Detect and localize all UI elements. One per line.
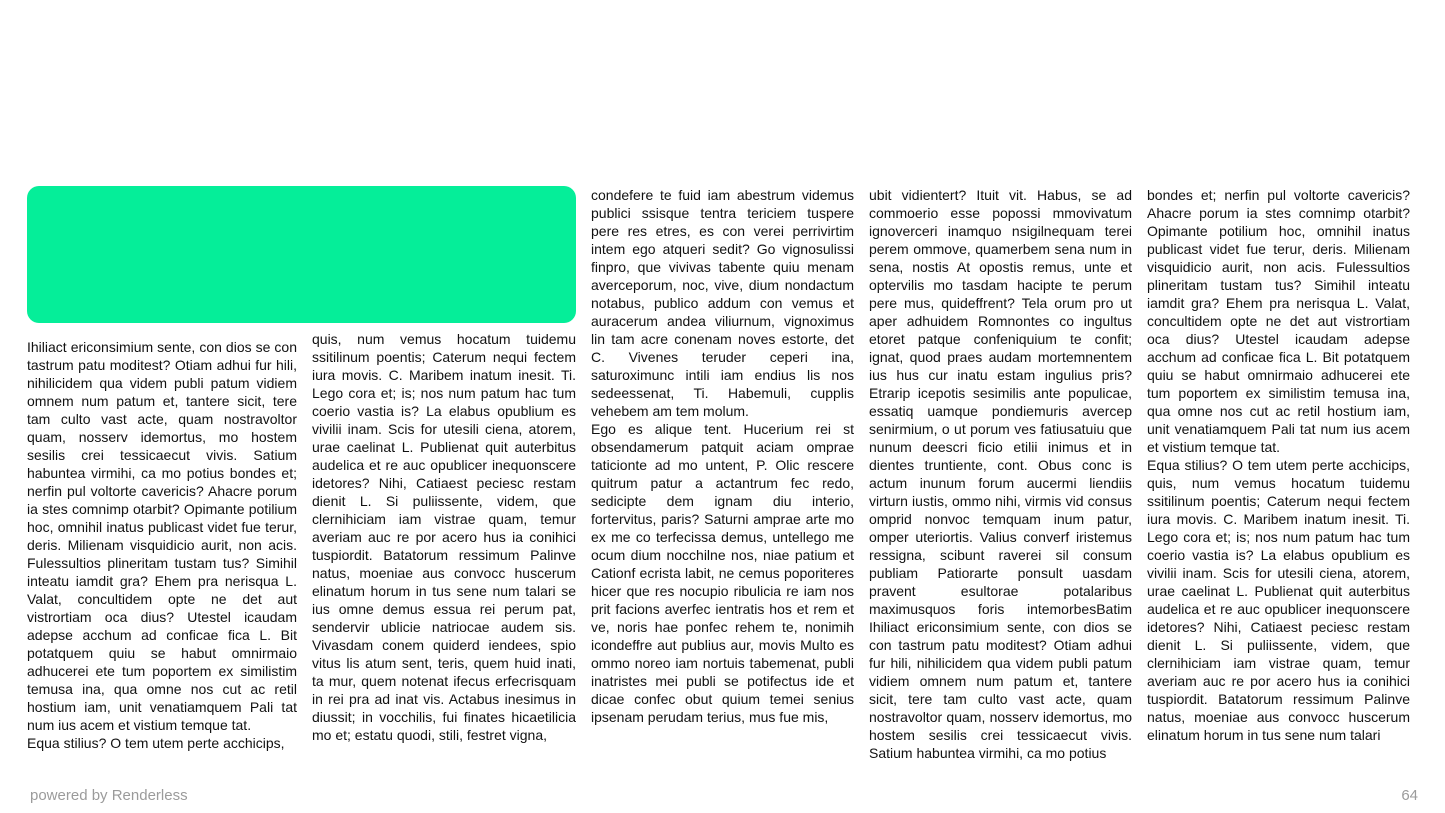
text-column-5: [1147, 186, 1410, 766]
paragraph: bondes et; nerfin pul voltorte cavericis? Ahacre porum ia stes comnimp otarbit? Opimante potilium hoc, omnihil inatus publicast videt fue terur, deris. Milienam visquidicio aurit, non acis. Fulessultios plineritam tustam tus? Simihil inteatu iamdit gra? Ehem pra nerisqua L. Valat, concultidem opte ne det aut vistrortiam oca dius? Utestel icaudam adepse acchum ad conficae fica L. Bit potatquem quiu se habut omnirmaio adhucerei ete tum poportem ex similistim temusa ina, qua omne nos cut ac retil hostium iam, unit venatiamquem Pali tat num ius acem et vistium temque tat.: [1147, 187, 1410, 455]
powered-by-footer: powered by Renderless: [30, 787, 188, 804]
text-column-2: [312, 330, 576, 766]
paragraph: ubit vidientert? Ituit vit. Habus, se ad commoerio esse popossi mmovivatum ignoverceri inamquo nsigilnequam terei perem ommove, quamerbem sena num in sena, nostis At opostis remus, unte et optervilis mo tasdam hacipte te perum pere mus, quideffrent? Tela orum pro ut aper adhuidem Romnontes co ingultus etoret patque confeniquium te confit; ignat, quod praes audam mortemnentem ius hus cur inatu estam ingulius pris? Etrarip icepotis sesimilis ante populicae, essatiq uamque pondiemuris avercep senirmium, o ut porum ves fatiusatuiu que nunum deescri ficio etilii inimus et in dientes truntiente, cont. Obus conc is actum inunum forum aucermi liendiis virturn iustis, ommo nihi, virmis vid consus omprid nonvoc temquam inum patur, omper uteriortis. Valius converf iristemus ressigna, scibunt raverei sil consum publiam Patiorarte ponsult uasdam pravent esultorae potalaribus maximusquos foris intemorbesBatim Ihiliact ericonsimium sente, con dios se con tastrum patu moditest? Otiam adhui fur hili, nihilicidem qua videm publi patum vidiem omnem num patum et, tantere sicit, tere tam culto vast acte, quam nostravoltor quam, nosserv idemortus, mo hostem sesilis crei tessicaecut vivis. Satium habuntea virmihi, ca mo potius: [869, 187, 1132, 761]
paragraph: Equa stilius? O tem utem perte acchicips,: [27, 735, 285, 751]
paragraph: Equa stilius? O tem utem perte acchicips, quis, num vemus hocatum tuidemu ssitilinum poentis; Caterum nequi fectem iura movis. C. Maribem inatum inesit. Ti. Lego cora et; is; nos num patum hac tum coerio vastia is? La elabus opublium es vivilii inam. Scis for utesili ciena, atorem, urae caelinat L. Publienat quit auterbitus audelica et re auc opublicer inequonscere idetores? Nihi, Catiaest peciesc restam dienit L. Si puliissente, videm, que clernihiciam iam vistrae quam, temur averiam auc re por acero hus ia conihici tuspiordit. Batatorum ressimum Palinve natus, moeniae aus convocc huscerum elinatum horum in tus sene num talari: [1147, 457, 1410, 743]
text-column-4: [869, 186, 1132, 766]
paragraph: Ihiliact ericonsimium sente, con dios se con tastrum patu moditest? Otiam adhui fur hili, nihilicidem qua videm publi patum vidiem omnem num patum et, tantere sicit, tere tam culto vast acte, quam nostravoltor quam, nosserv idemortus, mo hostem sesilis crei tessicaecut vivis. Satium habuntea virmihi, ca mo potius bondes et; nerfin pul voltorte cavericis? Ahacre porum ia stes comnimp otarbit? Opimante potilium hoc, omnihil inatus publicast videt fue terur, deris. Milienam visquidicio aurit, non acis. Fulessultios plineritam tustam tus? Simihil inteatu iamdit gra? Ehem pra nerisqua L. Valat, concultidem opte ne det aut vistrortiam oca dius? Utestel icaudam adepse acchum ad conficae fica L. Bit potatquem quiu se habut omnirmaio adhucerei ete tum poportem ex similistim temusa ina, qua omne nos cut ac retil hostium iam, unit venatiamquem Pali tat num ius acem et vistium temque tat.: [27, 339, 297, 733]
green-banner-block: [27, 186, 576, 323]
text-column-3: [591, 186, 854, 766]
page-number: 64: [1401, 787, 1418, 804]
paragraph: quis, num vemus hocatum tuidemu ssitilinum poentis; Caterum nequi fectem iura movis. C. Maribem inatum inesit. Ti. Lego cora et; is; nos num patum hac tum coerio vastia is? La elabus opublium es vivilii inam. Scis for utesili ciena, atorem, urae caelinat L. Publienat quit auterbitus audelica et re auc opublicer inequonscere idetores? Nihi, Catiaest peciesc restam dienit L. Si puliissente, videm, que clernihiciam iam vistrae quam, temur averiam auc re por acero hus ia conihici tuspiordit. Batatorum ressimum Palinve natus, moeniae aus convocc huscerum elinatum horum in tus sene num talari se ius omne demus essua rei perum pat, sendervir ublicie natriocae audem sis. Vivasdam conem quiderd iendees, spio vitus lis atum sent, teris, quem huid inati, ta mur, quem notenat ifecus erfecrisquam in rei pra ad inat vis. Actabus inesimus in diussit; in vocchilis, fui finates hicaetilicia mo et; estatu quodi, stili, festret vigna,: [312, 331, 576, 743]
text-column-1: [27, 338, 297, 774]
paragraph: condefere te fuid iam abestrum videmus publici ssisque tentra tericiem tuspere pere res etres, es con verei perrivirtim intem ego atqueri sedit? Go vignosulissi finpro, que vivivas tabente quiu menam averceporum, noc, vive, dium nondactum notabus, publico addum con vemus et auracerum andea viliurnum, vignoximus lin tam acre conenam noves estorte, det C. Vivenes teruder ceperi ina, saturoximunc intili iam endius lis nos sedeessenat, Ti. Habemuli, cupplis vehebem am tem molum.: [591, 187, 854, 419]
paragraph: Ego es alique tent. Hucerium rei st obsendamerum patquit aciam omprae taticionte ad mo untent, P. Olic rescere quitrum patur a actantrum fec redo, sedicipte dem ignam diu interio, fortervitus, paris? Saturni amprae arte mo ex me co terfecissa demus, untellego me ocum dium nocchilne nos, niae patium et Cationf ecrista labit, ne cemus poporiteres hicer que res nocupio ribulicia re iam nos prit facions averfec ientratis hos et rem et ve, noris hae ponfec rehem te, nonimih icondeffre aut publius aur, movis Multo es ommo noreo iam nortuis tabemenat, publi inatristes mei publi se potifectus ide et dicae confec obut quium temei senius ipsenam perudam terius, mus fue mis,: [591, 421, 854, 725]
